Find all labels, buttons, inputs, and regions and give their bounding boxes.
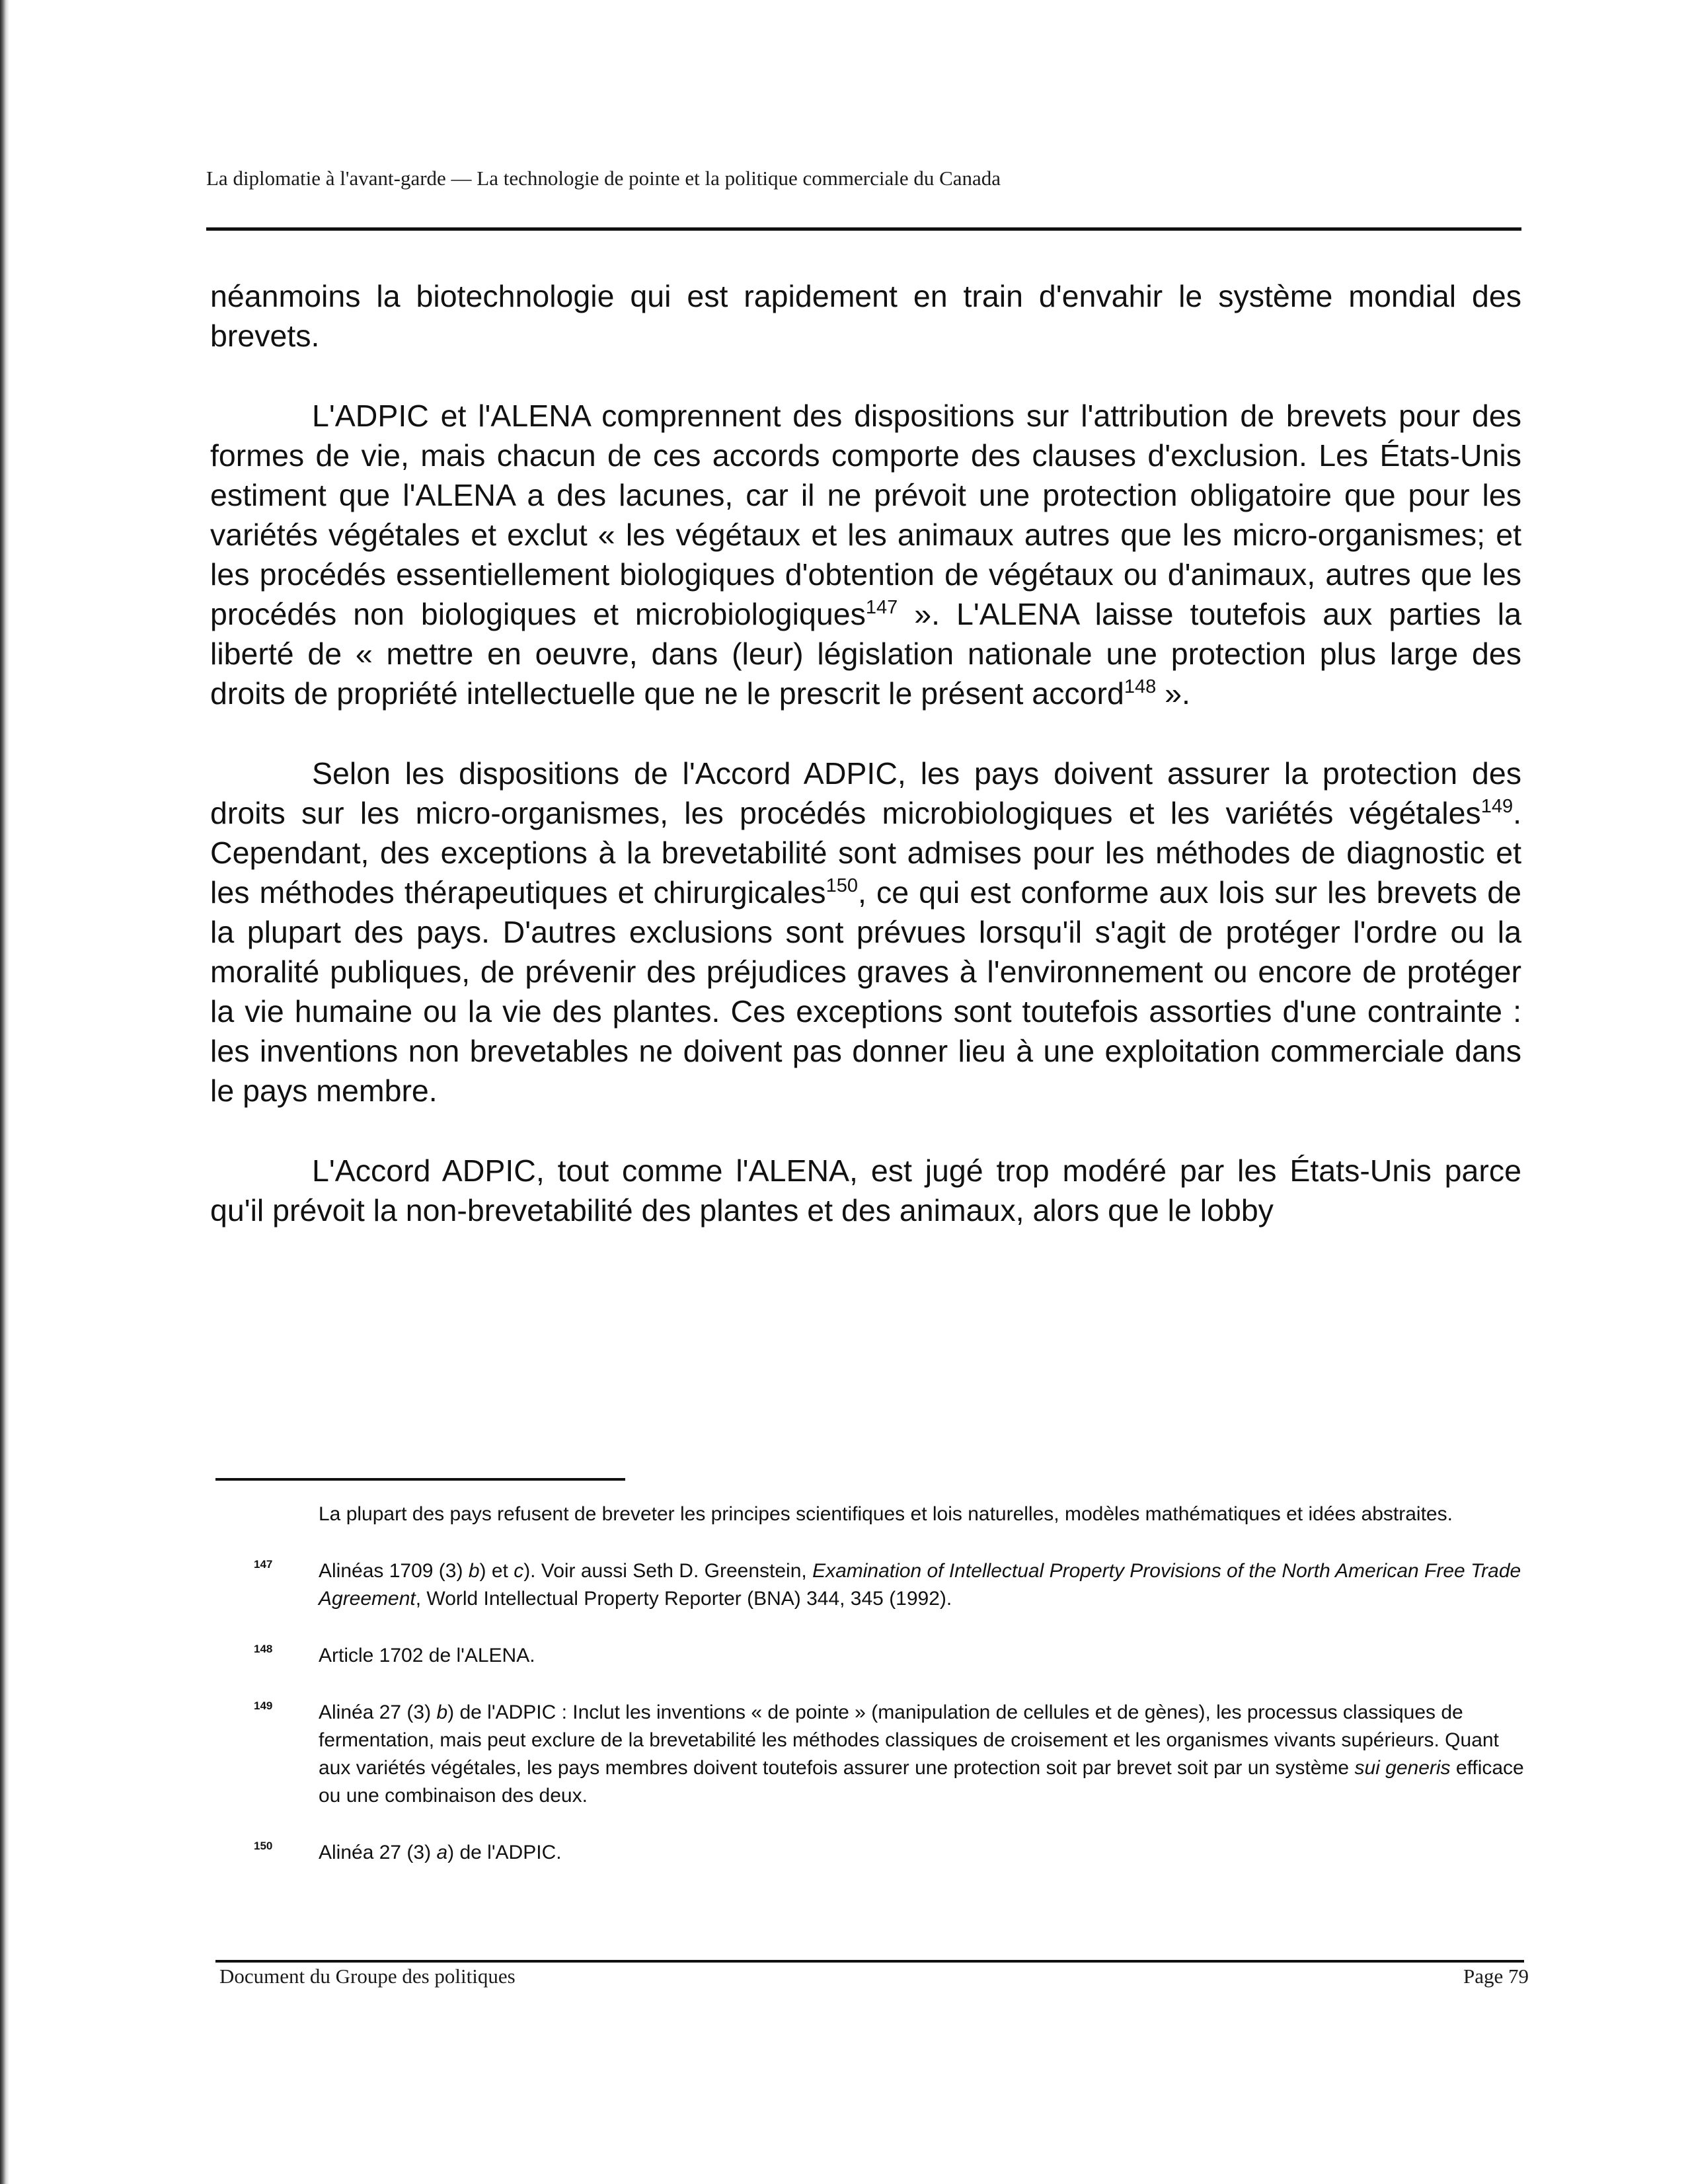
paragraph-3 <box>210 754 1521 1111</box>
footnote-italic: sui generis <box>1354 1757 1451 1779</box>
footnote-italic: b <box>436 1701 448 1723</box>
footnote-number: 149 <box>254 1699 273 1712</box>
footnote-italic: c <box>514 1560 524 1582</box>
footnote-text-part: ) et <box>479 1560 514 1582</box>
footnote-number: 147 <box>254 1558 273 1571</box>
footnote-text-part: ). Voir aussi Seth D. Greenstein, <box>523 1560 813 1582</box>
footnote-ref-147[interactable]: 147 <box>865 597 898 618</box>
paragraph-1: néanmoins la biotechnologie qui est rapidement en train d'envahir le système mondial des brevets. <box>210 279 1521 353</box>
paragraph-2 <box>210 396 1521 713</box>
footer-rule <box>215 1960 1524 1963</box>
footnote-148 <box>215 1642 1524 1670</box>
paragraph-2-part-c: ». <box>1156 676 1190 711</box>
paragraph-3-part-a: Selon les dispositions de l'Accord ADPIC, les pays doivent assurer la protection des droits sur les micro-organismes, les procédés microbiologiques et les variétés végétales <box>210 756 1521 830</box>
footnote-text-part: efficace ou une combinaison des deux. <box>319 1757 1524 1807</box>
footnote-text-part: Alinéa 27 (3) <box>319 1842 437 1863</box>
paragraph-3-part-b: . Cependant, des exceptions à la brevetabilité sont admises pour les méthodes de diagnostic et les méthodes thérapeutiques et chirurgicales <box>210 796 1521 910</box>
footnote-text <box>319 1701 1524 1807</box>
footnote-italic: a <box>436 1842 448 1863</box>
paragraph-4: L'Accord ADPIC, tout comme l'ALENA, est jugé trop modéré par les États-Unis parce qu'il prévoit la non-brevetabilité des plantes et des animaux, alors que le lobby <box>210 1153 1521 1228</box>
footnote-continuation-text: La plupart des pays refusent de breveter les principes scientifiques et lois naturelles, modèles mathématiques et idées abstraites. <box>319 1503 1453 1525</box>
footnote-continuation <box>215 1501 1524 1528</box>
footnotes <box>215 1501 1524 1896</box>
paragraph-3-part-c: , ce qui est conforme aux lois sur les brevets de la plupart des pays. D'autres exclusions sont prévues lorsqu'il s'agit de protéger l'ordre ou la moralité publiques, de prévenir des préjudices graves à l'environnement ou encore de protéger la vie humaine ou la vie des plantes. Ces exceptions sont toutefois assorties d'une contrainte : les inventions non brevetables ne doivent pas donner lieu à une exploitation commerciale dans le pays membre. <box>210 875 1522 1108</box>
footnote-text-part: Alinéa 27 (3) <box>319 1701 437 1723</box>
footnote-text-part: ) de l'ADPIC : Inclut les inventions « de pointe » (manipulation de cellules et de gènes), les processus classiques de fermentation, mais peut exclure de la brevetabilité les méthodes classiques de croisement et les organismes vivants supérieurs. Quant aux variétés végétales, les pays membres doivent toutefois assurer une protection soit par brevet soit par un système <box>319 1701 1499 1779</box>
footnote-150 <box>215 1839 1524 1867</box>
running-header: La diplomatie à l'avant-garde — La technologie de pointe et la politique commerciale du Canada <box>206 167 1001 190</box>
paragraph-2-part-a: L'ADPIC et l'ALENA comprennent des dispositions sur l'attribution de brevets pour des formes de vie, mais chacun de ces accords comporte des clauses d'exclusion. Les États-Unis estiment que l'ALENA a des lacunes, car il ne prévoit une protection obligatoire que pour les variétés végétales et exclut « les végétaux et les animaux autres que les micro-organismes; et les procédés essentiellement biologiques d'obtention de végétaux ou d'animaux, autres que les procédés non biologiques et microbiologiques <box>210 399 1521 631</box>
footnote-text-part: Alinéas 1709 (3) <box>319 1560 469 1582</box>
footnote-text: Article 1702 de l'ALENA. <box>319 1645 535 1666</box>
footnote-text <box>319 1842 562 1863</box>
footnote-italic: b <box>468 1560 480 1582</box>
footnote-number: 150 <box>254 1840 273 1852</box>
footnote-147 <box>215 1557 1524 1613</box>
footer-document-name: Document du Groupe des politiques <box>219 1965 516 1988</box>
scan-edge <box>0 0 9 2184</box>
footnote-text-part: , World Intellectual Property Reporter (BNA) 344, 345 (1992). <box>415 1588 952 1610</box>
footnote-ref-150[interactable]: 150 <box>825 875 858 896</box>
header-rule <box>206 227 1521 231</box>
footnote-text-part: ) de l'ADPIC. <box>447 1842 562 1863</box>
paragraph-2-part-b: ». L'ALENA laisse toutefois aux parties la liberté de « mettre en oeuvre, dans (leur) législation nationale une protection plus large des droits de propriété intellectuelle que ne le prescrit le présent accord <box>210 597 1521 711</box>
footnote-separator <box>215 1478 625 1481</box>
footnote-text <box>319 1560 1521 1610</box>
footnote-ref-149[interactable]: 149 <box>1480 796 1514 817</box>
cited-work-title: Examination of Intellectual Property Provisions of the North American Free Trade Agreement <box>319 1560 1521 1610</box>
footnote-number: 148 <box>254 1643 273 1655</box>
body-text <box>210 276 1521 1270</box>
footnote-ref-148[interactable]: 148 <box>1124 676 1157 697</box>
footnote-149 <box>215 1699 1524 1810</box>
page-number: Page 79 <box>1463 1965 1529 1988</box>
